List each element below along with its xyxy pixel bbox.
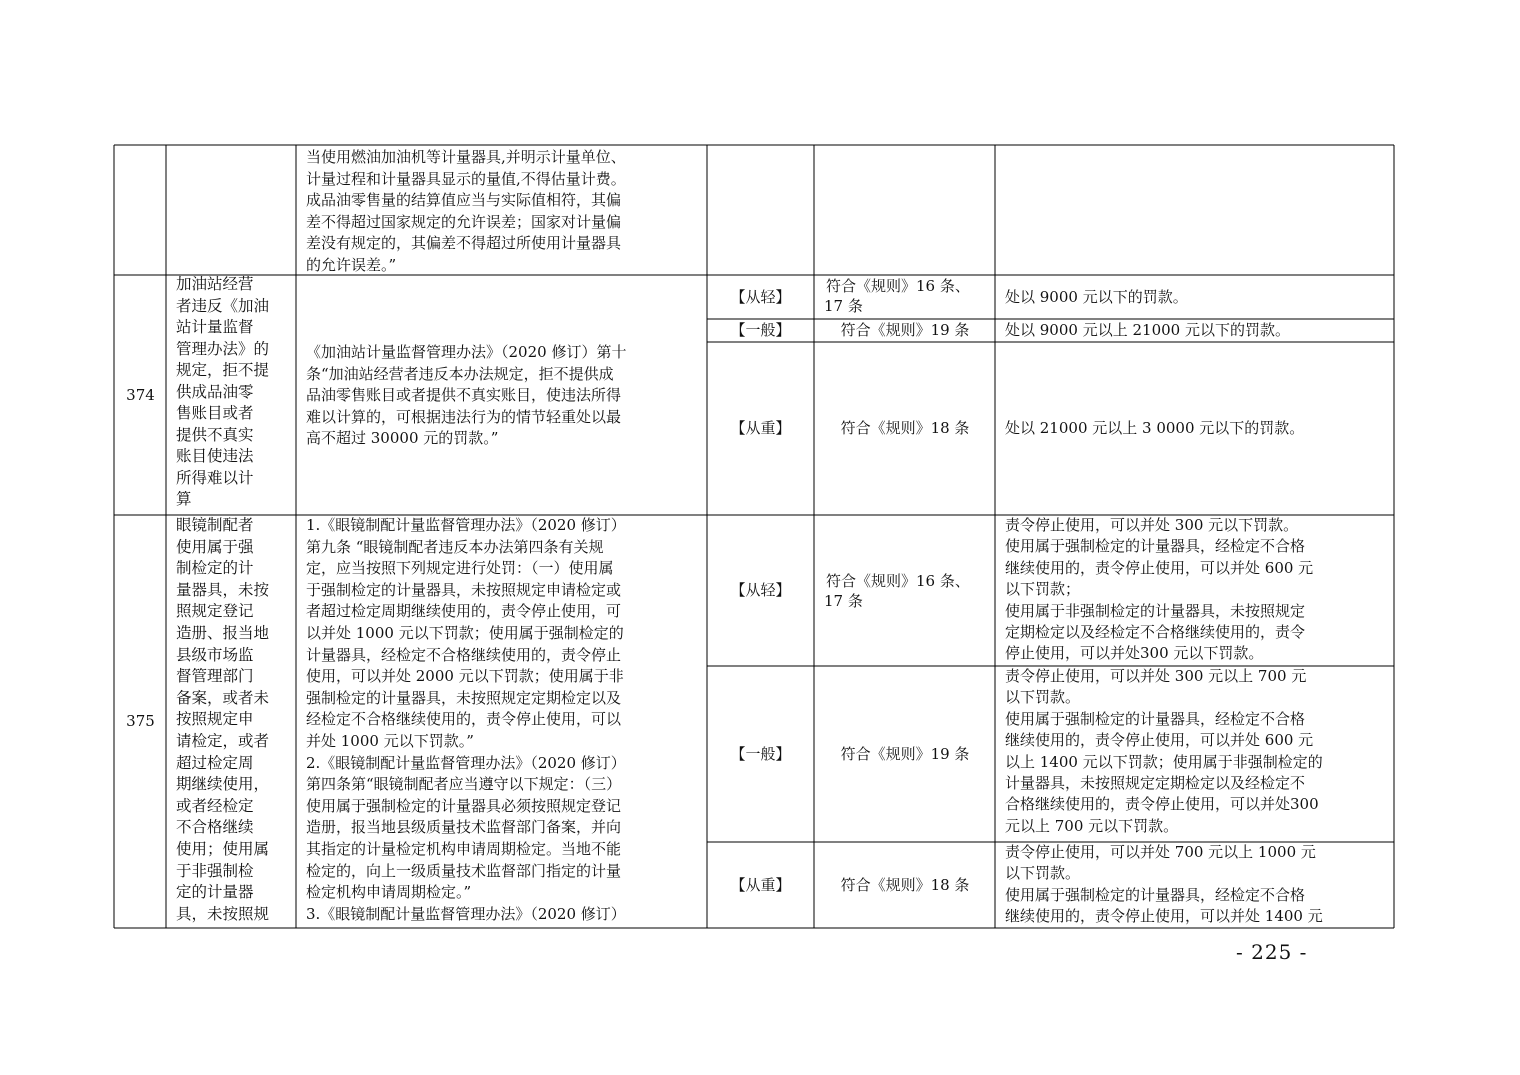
behavior-line: 于非强制检 bbox=[176, 861, 254, 880]
row-375-behavior-cell bbox=[167, 515, 296, 925]
row-374-penalty-severe bbox=[996, 343, 1394, 515]
basis-line: 高不超过 30000 元的罚款。” bbox=[306, 429, 499, 447]
behavior-line: 按照规定申 bbox=[176, 710, 254, 729]
penalty-line: 继续使用的，责令停止使用，可以并处 600 元 bbox=[1005, 731, 1314, 750]
basis-line: 差不得超过国家规定的允许误差；国家对计量偏 bbox=[306, 212, 622, 231]
penalty-line: 合格继续使用的，责令停止使用，可以并处300 bbox=[1005, 795, 1319, 814]
basis-line: 第九条 “眼镜制配者违反本办法第四条有关规 bbox=[306, 537, 604, 556]
row-374-level-severe bbox=[707, 343, 814, 515]
behavior-line: 账目使违法 bbox=[176, 447, 254, 465]
basis-line: 使用属于强制检定的计量器具必须按照规定登记 bbox=[306, 796, 622, 815]
basis-line: 差没有规定的，其偏差不得超过所使用计量器具 bbox=[306, 234, 622, 252]
basis-line: 经检定不合格继续使用的，责令停止使用，可以 bbox=[306, 710, 622, 729]
behavior-line: 督管理部门 bbox=[176, 667, 254, 686]
level-label: 【从重】 bbox=[730, 419, 791, 438]
behavior-line: 提供不真实 bbox=[176, 425, 254, 444]
behavior-line: 站计量监督 bbox=[176, 318, 254, 336]
behavior-line: 眼镜制配者 bbox=[176, 516, 254, 534]
penalty-line: 使用属于强制检定的计量器具，经检定不合格 bbox=[1005, 537, 1306, 556]
row-number: 374 bbox=[126, 385, 155, 404]
penalty-line: 处以 9000 元以下的罚款。 bbox=[1005, 287, 1188, 306]
penalty-line: 以下罚款。 bbox=[1005, 864, 1081, 883]
level-label: 【从轻】 bbox=[730, 287, 791, 306]
row-375-penalty-lenient bbox=[996, 515, 1394, 665]
condition-line: 符合《规则》19 条 bbox=[840, 321, 970, 340]
condition-line: 17 条 bbox=[824, 297, 863, 315]
row-375-condition-lenient bbox=[815, 516, 995, 666]
behavior-line: 照规定登记 bbox=[176, 602, 254, 621]
basis-line: 定，应当按照下列规定进行处罚：（一）使用属 bbox=[306, 559, 614, 578]
condition-line: 符合《规则》16 条、 bbox=[826, 572, 970, 590]
basis-line: 于强制检定的计量器具，未按照规定申请检定或 bbox=[306, 580, 622, 599]
row-374-penalty-general bbox=[996, 320, 1394, 342]
row-375-level-severe bbox=[707, 843, 814, 928]
row-375-condition-general bbox=[815, 667, 995, 842]
penalty-line: 责令停止使用，可以并处 300 元以下罚款。 bbox=[1005, 516, 1299, 534]
behavior-line: 使用；使用属 bbox=[176, 839, 270, 858]
penalty-line: 处以 9000 元以上 21000 元以下的罚款。 bbox=[1005, 321, 1290, 340]
behavior-line: 县级市场监 bbox=[176, 645, 254, 664]
row-374-condition-lenient bbox=[815, 276, 995, 316]
penalty-line: 停止使用，可以并处300 元以下罚款。 bbox=[1005, 644, 1264, 663]
behavior-line: 定的计量器 bbox=[176, 883, 254, 902]
continuation-basis-cell bbox=[297, 147, 707, 276]
basis-line: 《加油站计量监督管理办法》（2020 修订）第十 bbox=[306, 343, 627, 361]
basis-line: 者超过检定周期继续使用的，责令停止使用，可 bbox=[306, 602, 622, 621]
behavior-line: 不合格继续 bbox=[176, 818, 254, 837]
basis-line: 1.《眼镜制配计量监督管理办法》（2020 修订） bbox=[306, 516, 626, 534]
penalty-line: 以下罚款。 bbox=[1005, 688, 1081, 707]
row-374-penalty-lenient bbox=[996, 276, 1394, 319]
basis-line: 3.《眼镜制配计量监督管理办法》（2020 修订） bbox=[306, 904, 626, 923]
penalty-line: 使用属于非强制检定的计量器具，未按照规定 bbox=[1005, 601, 1306, 620]
behavior-line: 供成品油零 bbox=[176, 382, 254, 401]
basis-line: 以并处 1000 元以下罚款；使用属于强制检定的 bbox=[306, 623, 624, 642]
condition-line: 符合《规则》18 条 bbox=[840, 875, 970, 894]
condition-line: 符合《规则》16 条、 bbox=[826, 277, 970, 295]
behavior-line: 使用属于强 bbox=[176, 537, 254, 556]
row-374-level-general bbox=[707, 320, 814, 342]
row-374-level-lenient bbox=[707, 276, 814, 319]
basis-line: 强制检定的计量器具，未按照规定定期检定以及 bbox=[306, 688, 622, 707]
behavior-line: 造册、报当地 bbox=[176, 623, 270, 642]
behavior-line: 备案，或者未 bbox=[176, 688, 270, 707]
penalty-line: 以上 1400 元以下罚款；使用属于非强制检定的 bbox=[1005, 752, 1323, 771]
row-375-level-lenient bbox=[707, 516, 814, 666]
behavior-line: 量器具，未按 bbox=[176, 580, 270, 599]
penalty-line: 责令停止使用，可以并处 300 元以上 700 元 bbox=[1005, 667, 1307, 685]
row-375-penalty-general bbox=[996, 666, 1394, 837]
condition-line: 17 条 bbox=[824, 592, 863, 610]
basis-line: 第四条第“眼镜制配者应当遵守以下规定：（三） bbox=[306, 775, 622, 794]
behavior-line: 所得难以计 bbox=[176, 468, 254, 487]
level-label: 【从轻】 bbox=[730, 581, 791, 600]
penalty-line: 计量器具，未按照规定定期检定以及经检定不 bbox=[1005, 774, 1306, 793]
basis-line: 品油零售账目或者提供不真实账目，使违法所得 bbox=[306, 386, 622, 404]
row-374-condition-general bbox=[815, 320, 995, 342]
row-374-behavior-cell bbox=[167, 274, 296, 511]
basis-line: 检定机构申请周期检定。” bbox=[306, 883, 472, 902]
row-375-penalty-severe bbox=[996, 842, 1394, 928]
row-375-condition-severe bbox=[815, 843, 995, 928]
behavior-line: 超过检定周 bbox=[176, 753, 254, 772]
basis-line: 使用，可以并处 2000 元以下罚款；使用属于非 bbox=[306, 667, 624, 686]
row-374-basis-cell bbox=[297, 342, 707, 450]
basis-line: 的允许误差。” bbox=[306, 255, 397, 274]
behavior-line: 售账目或者 bbox=[176, 404, 254, 422]
behavior-line: 算 bbox=[176, 490, 192, 508]
penalty-line: 责令停止使用，可以并处 700 元以上 1000 元 bbox=[1005, 843, 1316, 861]
page-number: - 225 - bbox=[1236, 940, 1308, 964]
basis-line: 造册，报当地县级质量技术监督部门备案，并向 bbox=[306, 818, 622, 837]
row-375-number bbox=[115, 516, 166, 928]
penalty-line: 以下罚款； bbox=[1005, 580, 1081, 599]
penalty-line: 定期检定以及经检定不合格继续使用的，责令 bbox=[1005, 623, 1306, 642]
basis-line: 检定的，向上一级质量技术监督部门指定的计量 bbox=[306, 861, 622, 880]
basis-line: 计量过程和计量器具显示的量值,不得估量计费。 bbox=[306, 169, 626, 188]
level-label: 【一般】 bbox=[730, 321, 791, 340]
basis-line: 2.《眼镜制配计量监督管理办法》（2020 修订） bbox=[306, 753, 626, 772]
basis-line: 计量器具，经检定不合格继续使用的，责令停止 bbox=[306, 645, 622, 664]
penalty-line: 处以 21000 元以上 3 0000 元以下的罚款。 bbox=[1005, 419, 1305, 438]
row-number: 375 bbox=[126, 712, 155, 731]
penalty-line: 继续使用的，责令停止使用，可以并处 600 元 bbox=[1005, 558, 1314, 577]
behavior-line: 者违反《加油 bbox=[176, 296, 270, 315]
behavior-line: 管理办法》的 bbox=[176, 339, 270, 358]
basis-line: 其指定的计量检定机构申请周期检定。当地不能 bbox=[306, 839, 622, 858]
behavior-line: 或者经检定 bbox=[176, 796, 254, 815]
behavior-line: 具，未按照规 bbox=[176, 904, 270, 923]
behavior-line: 制检定的计 bbox=[176, 559, 254, 578]
penalty-line: 使用属于强制检定的计量器具，经检定不合格 bbox=[1005, 709, 1306, 728]
row-374-condition-severe bbox=[815, 343, 995, 515]
penalty-line: 元以上 700 元以下罚款。 bbox=[1005, 816, 1179, 835]
row-375-level-general bbox=[707, 667, 814, 842]
level-label: 【从重】 bbox=[730, 875, 791, 894]
basis-line: 并处 1000 元以下罚款。” bbox=[306, 731, 474, 750]
penalty-line: 使用属于强制检定的计量器具，经检定不合格 bbox=[1005, 885, 1306, 904]
condition-line: 符合《规则》18 条 bbox=[840, 419, 970, 438]
behavior-line: 加油站经营 bbox=[176, 275, 254, 293]
basis-line: 成品油零售量的结算值应当与实际值相符，其偏 bbox=[306, 191, 622, 209]
behavior-line: 期继续使用， bbox=[176, 775, 270, 794]
row-374-number bbox=[115, 276, 166, 515]
row-375-basis-cell bbox=[297, 515, 707, 925]
behavior-line: 规定，拒不提 bbox=[176, 361, 270, 379]
basis-line: 当使用燃油加油机等计量器具,并明示计量单位、 bbox=[306, 148, 626, 166]
basis-line: 难以计算的，可根据违法行为的情节轻重处以最 bbox=[306, 407, 622, 426]
behavior-line: 请检定，或者 bbox=[176, 731, 270, 750]
condition-line: 符合《规则》19 条 bbox=[840, 744, 970, 763]
level-label: 【一般】 bbox=[730, 744, 791, 763]
penalty-line: 继续使用的，责令停止使用，可以并处 1400 元 bbox=[1005, 907, 1323, 926]
basis-line: 条“加油站经营者违反本办法规定，拒不提供成 bbox=[306, 364, 614, 383]
